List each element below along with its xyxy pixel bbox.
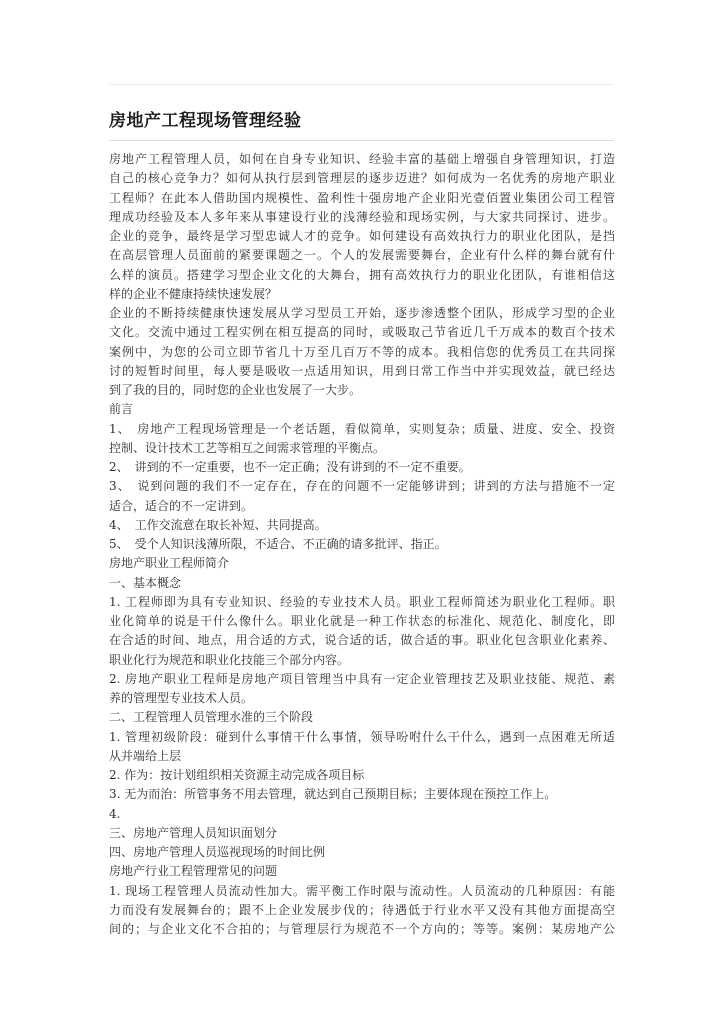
body-line: 5、 受个人知识浅薄所限，不适合、不正确的请多批评、指正。 — [109, 537, 447, 551]
body-line: 业化简单的说是干什么像什么。职业化就是一种工作状态的标准化、规范化、制度化，即 — [109, 614, 615, 628]
body-line: 四、房地产管理人员巡视现场的时间比例 — [109, 845, 326, 859]
body-line: 到了我的目的，同时您的企业也发展了一大步。 — [109, 383, 362, 397]
header-divider — [109, 84, 614, 85]
body-line: 1. 现场工程管理人员流动性加大。需平衡工作时限与流动性。人员流动的几种原因：有能 — [109, 883, 615, 898]
body-line: 在合适的时间、地点，用合适的方式，说合适的话，做合适的事。职业化包含职业化素养、 — [109, 633, 615, 648]
body-line: 案例中，为您的公司立即节省几十万至几百万不等的成本。我相信您的优秀员工在共同探 — [109, 344, 615, 359]
body-line: 企业的不断持续健康快速发展从学习型员工开始，逐步渗透整个团队，形成学习型的企业 — [109, 306, 615, 320]
body-line: 力而没有发展舞台的；跟不上企业发展步伐的；待遇低于行业水平又没有其他方面提高空 — [109, 902, 615, 917]
body-line: 3、 说到问题的我们不一定存在，存在的问题不一定能够讲到；讲到的方法与措施不一定 — [109, 479, 615, 494]
body-line: 文化。交流中通过工程实例在相互提高的同时，或吸取己节省近几千万成本的数百个技术 — [109, 325, 615, 340]
body-line: 职业化行为规范和职业化技能三个部分内容。 — [109, 652, 350, 667]
body-line: 从并端给上层 — [109, 748, 182, 763]
body-line: 4、 工作交流意在取长补短、共同提高。 — [109, 517, 327, 532]
body-line: 间的；与企业文化不合拍的；与管理层行为规范不一个方向的；等等。案例：某房地产公 — [109, 922, 615, 936]
body-line: 在高层管理人员面前的紧要课题之一。个人的发展需要舞台，企业有什么样的舞台就有什 — [109, 248, 615, 263]
document-body — [109, 150, 615, 939]
body-line: 2. 作为：按计划组织相关资源主动完成各项目标 — [109, 768, 365, 782]
body-line: 么样的演员。搭建学习型企业文化的大舞台，拥有高效执行力的职业化团队，有谁相信这 — [109, 267, 615, 282]
body-line: 2. 房地产职业工程师是房地产项目管理当中具有一定企业管理技艺及职业技能、规范、素 — [109, 671, 615, 686]
page-title: 房地产工程现场管理经验 — [109, 111, 302, 131]
body-line: 2、 讲到的不一定重要，也不一定正确；没有讲到的不一定不重要。 — [109, 460, 471, 474]
body-line: 理成功经验及本人多年来从事建设行业的浅薄经验和现场实例，与大家共同探讨、进步。 — [109, 209, 615, 224]
body-line: 一、基本概念 — [109, 575, 182, 590]
body-line: 二、工程管理人员管理水准的三个阶段 — [109, 710, 314, 725]
body-line: 样的企业不健康持续快速发展？ — [109, 286, 278, 301]
body-line: 三、房地产管理人员知识面划分 — [109, 825, 278, 840]
body-line: 讨的短暂时间里，每人要是吸收一点适用知识，用到日常工作当中并实现效益，就已经达 — [109, 363, 615, 378]
body-line: 4. — [109, 806, 121, 821]
body-line: 房地产职业工程师简介 — [109, 556, 230, 571]
body-line: 1、 房地产工程现场管理是一个老话题，看似简单，实则复杂；质量、进度、安全、投资 — [109, 421, 615, 436]
body-line: 自己的核心竞争力？如何从执行层到管理层的逐步迈进？如何成为一名优秀的房地产职业 — [109, 171, 615, 186]
body-line: 控制、设计技术工艺等相互之间需求管理的平衡点。 — [109, 440, 386, 455]
body-line: 房地产行业工程管理常见的问题 — [109, 864, 278, 879]
title-divider — [109, 140, 614, 141]
body-line: 养的管理型专业技术人员。 — [109, 691, 254, 705]
body-line: 前言 — [109, 402, 134, 417]
body-line: 适合，适合的不一定讲到。 — [109, 498, 254, 513]
body-line: 3. 无为而治：所管事务不用去管理，就达到自己预期目标；主要体现在预控工作上。 — [109, 787, 557, 802]
body-line: 1. 管理初级阶段：碰到什么事情干什么事情，领导吩咐什么干什么，遇到一点困难无所适 — [109, 729, 615, 744]
body-line: 工程师？在此本人借助国内规模性、盈利性十强房地产企业阳光壹佰置业集团公司工程管 — [109, 190, 615, 205]
body-line: 1. 工程师即为具有专业知识、经验的专业技术人员。职业工程师简述为职业化工程师。职 — [109, 594, 615, 609]
body-line: 企业的竞争，最终是学习型忠诚人才的竞争。如何建设有高效执行力的职业化团队，是挡 — [109, 229, 615, 243]
body-line: 房地产工程管理人员，如何在自身专业知识、经验丰富的基础上增强自身管理知识，打造 — [109, 152, 615, 166]
